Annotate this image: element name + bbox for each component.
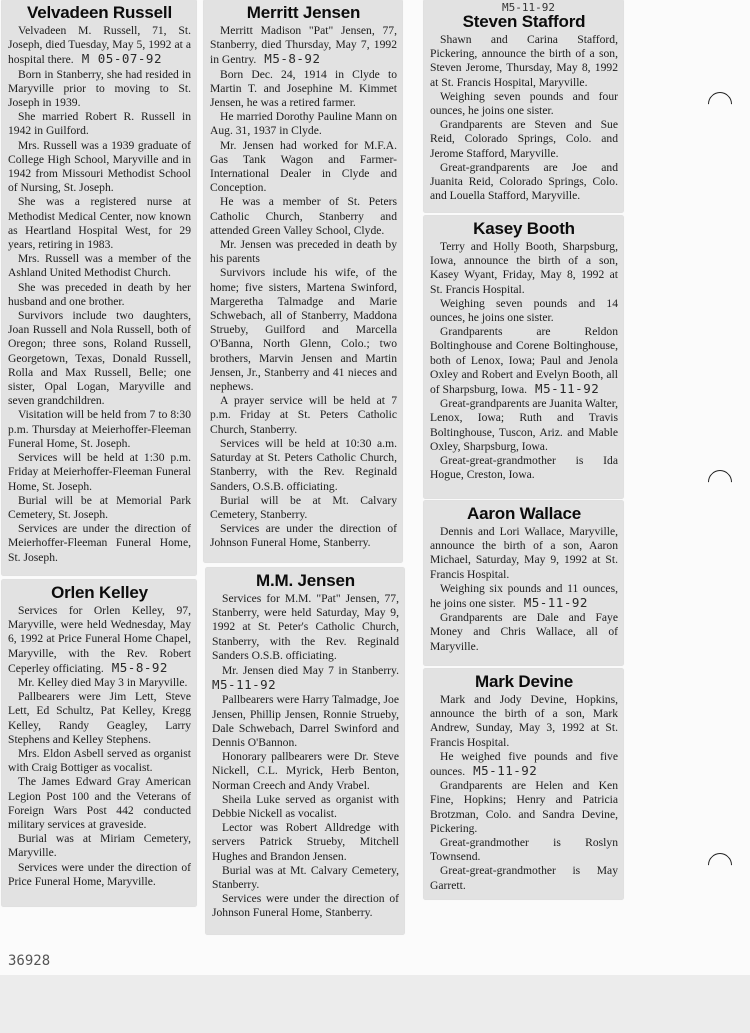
handwritten-date-note: M5-11-92	[527, 381, 600, 397]
clipping-paragraph	[210, 266, 397, 394]
paragraph-text: Mr. Jensen was preceded in death by his parents	[210, 238, 397, 266]
paragraph-text: Dennis and Lori Wallace, Maryville, announce the birth of a son, Aaron Michael, Saturday, May 9, 1992 at St. Francis Hospital.	[430, 525, 618, 581]
paragraph-text: Services were under the direction of Johnson Funeral Home, Stanberry.	[212, 892, 399, 920]
clipping-paragraph	[430, 161, 618, 204]
clipping-aaron-wallace	[424, 501, 623, 665]
handwritten-date-note: M5-8-92	[103, 659, 168, 675]
paragraph-text: Great-grandparents are Joe and Juanita Reid, Colorado Springs, Colo. and Louella Stafford, Maryville.	[430, 160, 618, 203]
paragraph-text: Honorary pallbearers were Dr. Steve Nickell, C.L. Myrick, Herb Benton, Norman Creech and Andy Vrabel.	[212, 750, 399, 792]
clipping-paragraph	[212, 663, 399, 693]
paragraph-text: Grandparents are Steven and Sue Reid, Colorado Springs, Colo. and Jerome Stafford, Maryville.	[430, 118, 618, 160]
clipping-paragraph	[8, 676, 191, 690]
clipping-paragraph	[212, 864, 399, 892]
clipping-paragraph	[430, 325, 618, 397]
clipping-paragraph	[8, 309, 191, 408]
paragraph-text: Terry and Holly Booth, Sharpsburg, Iowa, announce the birth of a son, Kasey Wyant, Friday, May 8, 1992 at St. Francis Hospital.	[430, 240, 618, 296]
clipping-paragraph	[210, 24, 397, 68]
paragraph-text: A prayer service will be held at 7 p.m. Friday at St. Peters Catholic Church, Stanberry.	[210, 394, 397, 436]
clipping-paragraph	[212, 750, 399, 793]
clipping-body	[430, 525, 618, 654]
paragraph-text: Weighing six pounds and 11 ounces, he joins one sister.	[430, 581, 618, 611]
clipping-paragraph	[430, 240, 618, 297]
clipping-paragraph	[430, 118, 618, 161]
clipping-paragraph	[430, 779, 618, 836]
scan-edge	[0, 975, 750, 1033]
paragraph-text: Mr. Jensen died May 7 in Stanberry.	[222, 664, 399, 678]
clipping-paragraph	[430, 454, 618, 482]
clipping-paragraph	[430, 33, 618, 90]
clipping-paragraph	[8, 604, 191, 676]
clipping-paragraph	[212, 693, 399, 750]
clipping-body	[212, 592, 399, 921]
clipping-kasey-booth	[424, 216, 623, 498]
clipping-paragraph	[8, 252, 191, 280]
clipping-paragraph	[210, 68, 397, 111]
clipping-paragraph	[8, 451, 191, 494]
clipping-paragraph	[430, 525, 618, 582]
clipping-paragraph	[212, 592, 399, 663]
clipping-body	[8, 24, 191, 565]
paragraph-text: He weighed five pounds and five ounces.	[430, 749, 618, 779]
paragraph-text: Mark and Jody Devine, Hopkins, announce the birth of a son, Mark Andrew, Sunday, May 3, 1992 at St. Francis Hospital.	[430, 693, 618, 749]
paragraph-text: Grandparents are Dale and Faye Money and Chris Wallace, all of Maryville.	[430, 611, 618, 653]
paragraph-text: Survivors include his wife, of the home; five sisters, Martena Swinford, Margeretha Talmadge and Marie Schwebach, all of Stanberry, Maddona Strueby, Guilford and Marcella O'Banna, North Glenn, Colo.; two brothers, Marvin Jensen and Martin Jensen, Jr., Stanberry and 41 nieces and nephews.	[210, 266, 397, 394]
paragraph-text: Weighing seven pounds and 14 ounces, he joins one sister.	[430, 296, 618, 325]
paragraph-text: She married Robert R. Russell in 1942 in Guilford.	[8, 110, 191, 138]
paragraph-text: Services will be held at 10:30 a.m. Saturday at St. Peters Catholic Church, Stanberry, with the Rev. Reginald Sanders, O.S.B. officiating.	[210, 436, 397, 493]
clipping-paragraph	[430, 750, 618, 779]
clipping-paragraph	[8, 775, 191, 832]
paragraph-text: Great-great-grandmother is May Garrett.	[430, 864, 618, 892]
clipping-paragraph	[210, 494, 397, 522]
clipping-paragraph	[430, 297, 618, 325]
clipping-mm-jensen	[206, 568, 404, 934]
clipping-paragraph	[8, 522, 191, 565]
paragraph-text: Great-great-grandmother is Ida Hogue, Creston, Iowa.	[430, 454, 618, 482]
paragraph-text: Services will be held at 1:30 p.m. Friday at Meierhoffer-Fleeman Funeral Home, St. Joseph.	[8, 451, 191, 493]
clipping-paragraph	[8, 494, 191, 522]
paragraph-text: The James Edward Gray American Legion Post 100 and the Veterans of Foreign Wars Post 442 conducted military services at graveside.	[8, 775, 191, 832]
paragraph-text: She was preceded in death by her husband and one brother.	[8, 280, 191, 308]
paragraph-text: Weighing seven pounds and four ounces, he joins one sister.	[430, 89, 618, 118]
paragraph-text: Sheila Luke served as organist with Debbie Nickell as vocalist.	[212, 792, 399, 821]
clipping-title: Velvadeen Russell	[27, 3, 172, 22]
paragraph-text: Services are under the direction of Johnson Funeral Home, Stanberry.	[210, 522, 397, 550]
clipping-paragraph	[210, 110, 397, 138]
clipping-body	[430, 33, 618, 203]
paragraph-text: Great-grandparents are Juanita Walter, Lenox, Iowa; Ruth and Travis Boltinghouse, Tuscon, Ariz. and Mable Oxley, Sharpsburg, Iowa.	[430, 397, 619, 453]
clipping-orlen-kelley	[2, 580, 196, 906]
paragraph-text: Services for Orlen Kelley, 97, Maryville, were held Wednesday, May 6, 1992 at Price Funeral Home Chapel, Maryville, with the Rev. Robert Ceperley officiating.	[8, 604, 191, 675]
clipping-paragraph	[430, 864, 618, 892]
paragraph-text: Visitation will be held from 7 to 8:30 p.m. Thursday at Meierhoffer-Fleeman Funeral Home, St. Joseph.	[8, 408, 191, 450]
paragraph-text: Services were under the direction of Price Funeral Home, Maryville.	[8, 860, 191, 888]
clipping-title: Steven Stafford	[462, 12, 586, 31]
paragraph-text: Burial was at Mt. Calvary Cemetery, Stanberry.	[212, 863, 399, 892]
paragraph-text: Grandparents are Helen and Ken Fine, Hopkins; Henry and Patricia Brotzman, Colo. and Sandra Devine, Pickering.	[430, 779, 618, 835]
handwritten-date-note: M 05-07-92	[73, 51, 162, 67]
clipping-velvadeen-russell	[2, 0, 196, 575]
paragraph-text: Services are under the direction of Meierhoffer-Fleeman Funeral Home, St. Joseph.	[8, 522, 191, 564]
paragraph-text: Mr. Jensen had worked for M.F.A. Gas Tank Wagon and Farmer-International Dealer in Clyde and Conception.	[210, 138, 397, 195]
clipping-paragraph	[8, 24, 191, 68]
clipping-paragraph	[430, 693, 618, 750]
clipping-paragraph	[8, 408, 191, 451]
paragraph-text: Pallbearers were Jim Lett, Steve Lett, Ed Schultz, Pat Kelley, Kregg Kelley, Randy Geagley, Larry Stephens and Kelley Stephens.	[8, 690, 191, 746]
clipping-body	[210, 24, 397, 551]
clipping-body	[8, 604, 191, 889]
clipping-mark-devine	[424, 669, 623, 899]
clipping-title: Orlen Kelley	[51, 583, 148, 602]
clipping-paragraph	[210, 195, 397, 238]
clipping-body	[430, 693, 618, 893]
clipping-paragraph	[210, 238, 397, 266]
paragraph-text: Survivors include two daughters, Joan Russell and Nola Russell, both of Oregon; three sons, Roland Russell, Georgetown, Texas, Donald Russell, Rolla and Max Russell, Belle; one sister, Opal Logan, Maryville and seven grandchildren.	[8, 309, 191, 408]
clipping-paragraph	[212, 793, 399, 821]
handwritten-date-note: M5-11-92	[212, 677, 277, 693]
paragraph-text: Mr. Kelley died May 3 in Maryville.	[18, 676, 188, 690]
paragraph-text: Services for M.M. "Pat" Jensen, 77, Stanberry, were held Saturday, May 9, 1992 at St. Peter's Catholic Church, Stanberry, with the Rev. Reginald Sanders O.S.B. officiating.	[212, 592, 399, 662]
paragraph-text: Mrs. Eldon Asbell served as organist with Craig Bottiger as vocalist.	[8, 747, 191, 775]
clipping-merritt-jensen	[204, 0, 402, 562]
paragraph-text: Velvadeen M. Russell, 71, St. Joseph, died Tuesday, May 5, 1992 at a hospital there.	[8, 24, 191, 67]
clipping-paragraph	[212, 892, 399, 920]
clipping-paragraph	[8, 281, 191, 309]
clipping-paragraph	[430, 90, 618, 118]
clipping-title: Merritt Jensen	[246, 3, 361, 22]
clipping-paragraph	[430, 836, 618, 864]
paragraph-text: Grandparents are Reldon Boltinghouse and Corene Boltinghouse, both of Lenox, Iowa; Paul and Jenola Oxley and Robert and Evelyn Booth, all of Sharpsburg, Iowa.	[430, 325, 618, 397]
paragraph-text: Merritt Madison "Pat" Jensen, 77, Stanberry, died Thursday, May 7, 1992 in Gentry.	[210, 24, 397, 67]
paragraph-text: He was a member of St. Peters Catholic Church, Stanberry and attended Green Valley School, Clyde.	[210, 195, 397, 237]
handwritten-date-note: M5-11-92	[465, 763, 538, 779]
clipping-paragraph	[8, 68, 191, 111]
clipping-paragraph	[8, 861, 191, 889]
paragraph-text: He married Dorothy Pauline Mann on Aug. 31, 1937 in Clyde.	[210, 110, 397, 138]
clipping-paragraph	[8, 690, 191, 747]
clipping-paragraph	[430, 582, 618, 611]
paragraph-text: Great-grandmother is Roslyn Townsend.	[430, 836, 618, 864]
paragraph-text: Burial was at Miriam Cemetery, Maryville.	[8, 832, 191, 860]
clipping-body	[430, 240, 618, 482]
handwritten-date-note: M5-11-92	[515, 595, 588, 611]
paragraph-text: Pallbearers were Harry Talmadge, Joe Jensen, Phillip Jensen, Ronnie Strueby, Dale Schwebach, Darrel Swinford and Dennis O'Bannon.	[212, 693, 399, 750]
clipping-title: Aaron Wallace	[467, 504, 581, 523]
clipping-title: Mark Devine	[475, 672, 573, 691]
handwritten-date-note: M5-8-92	[256, 51, 321, 67]
clipping-paragraph	[210, 522, 397, 550]
paragraph-text: Lector was Robert Alldredge with servers Patrick Strueby, Mitchell Hughes and Brandon Jensen.	[212, 821, 399, 863]
clipping-paragraph	[210, 394, 397, 437]
clipping-paragraph	[210, 139, 397, 196]
clipping-paragraph	[8, 195, 191, 252]
clipping-paragraph	[8, 832, 191, 860]
clipping-paragraph	[212, 821, 399, 864]
paragraph-text: Mrs. Russell was a member of the Ashland United Methodist Church.	[8, 252, 191, 280]
paragraph-text: Born in Stanberry, she had resided in Maryville prior to moving to St. Joseph in 1939.	[8, 67, 191, 110]
page-number: 36928	[8, 953, 51, 969]
clipping-paragraph	[8, 747, 191, 775]
paragraph-text: Mrs. Russell was a 1939 graduate of College High School, Maryville and in 1942 from Missouri Methodist School of Nursing, St. Joseph.	[8, 138, 191, 195]
paragraph-text: Burial will be at Memorial Park Cemetery, St. Joseph.	[8, 493, 191, 521]
clipping-paragraph	[430, 611, 618, 654]
clipping-paragraph	[8, 139, 191, 196]
clipping-paragraph	[8, 110, 191, 138]
clipping-title: M.M. Jensen	[256, 571, 355, 590]
paragraph-text: She was a registered nurse at Methodist Medical Center, now known as Heartland Hospital West, for 29 years, retiring in 1983.	[8, 195, 191, 252]
handwritten-date-note: M5-11-92	[502, 1, 555, 14]
clipping-paragraph	[430, 397, 618, 454]
paragraph-text: Shawn and Carina Stafford, Pickering, announce the birth of a son, Steven Jerome, Thursday, May 8, 1992 at St. Francis Hospital, Maryville.	[430, 33, 618, 89]
clipping-paragraph	[210, 437, 397, 494]
paragraph-text: Burial will be at Mt. Calvary Cemetery, Stanberry.	[210, 493, 397, 521]
paragraph-text: Born Dec. 24, 1914 in Clyde to Martin T. and Josephine M. Kimmet Jensen, he was a retired farmer.	[210, 67, 397, 110]
clipping-steven-stafford	[424, 0, 623, 212]
clipping-title: Kasey Booth	[473, 219, 575, 238]
